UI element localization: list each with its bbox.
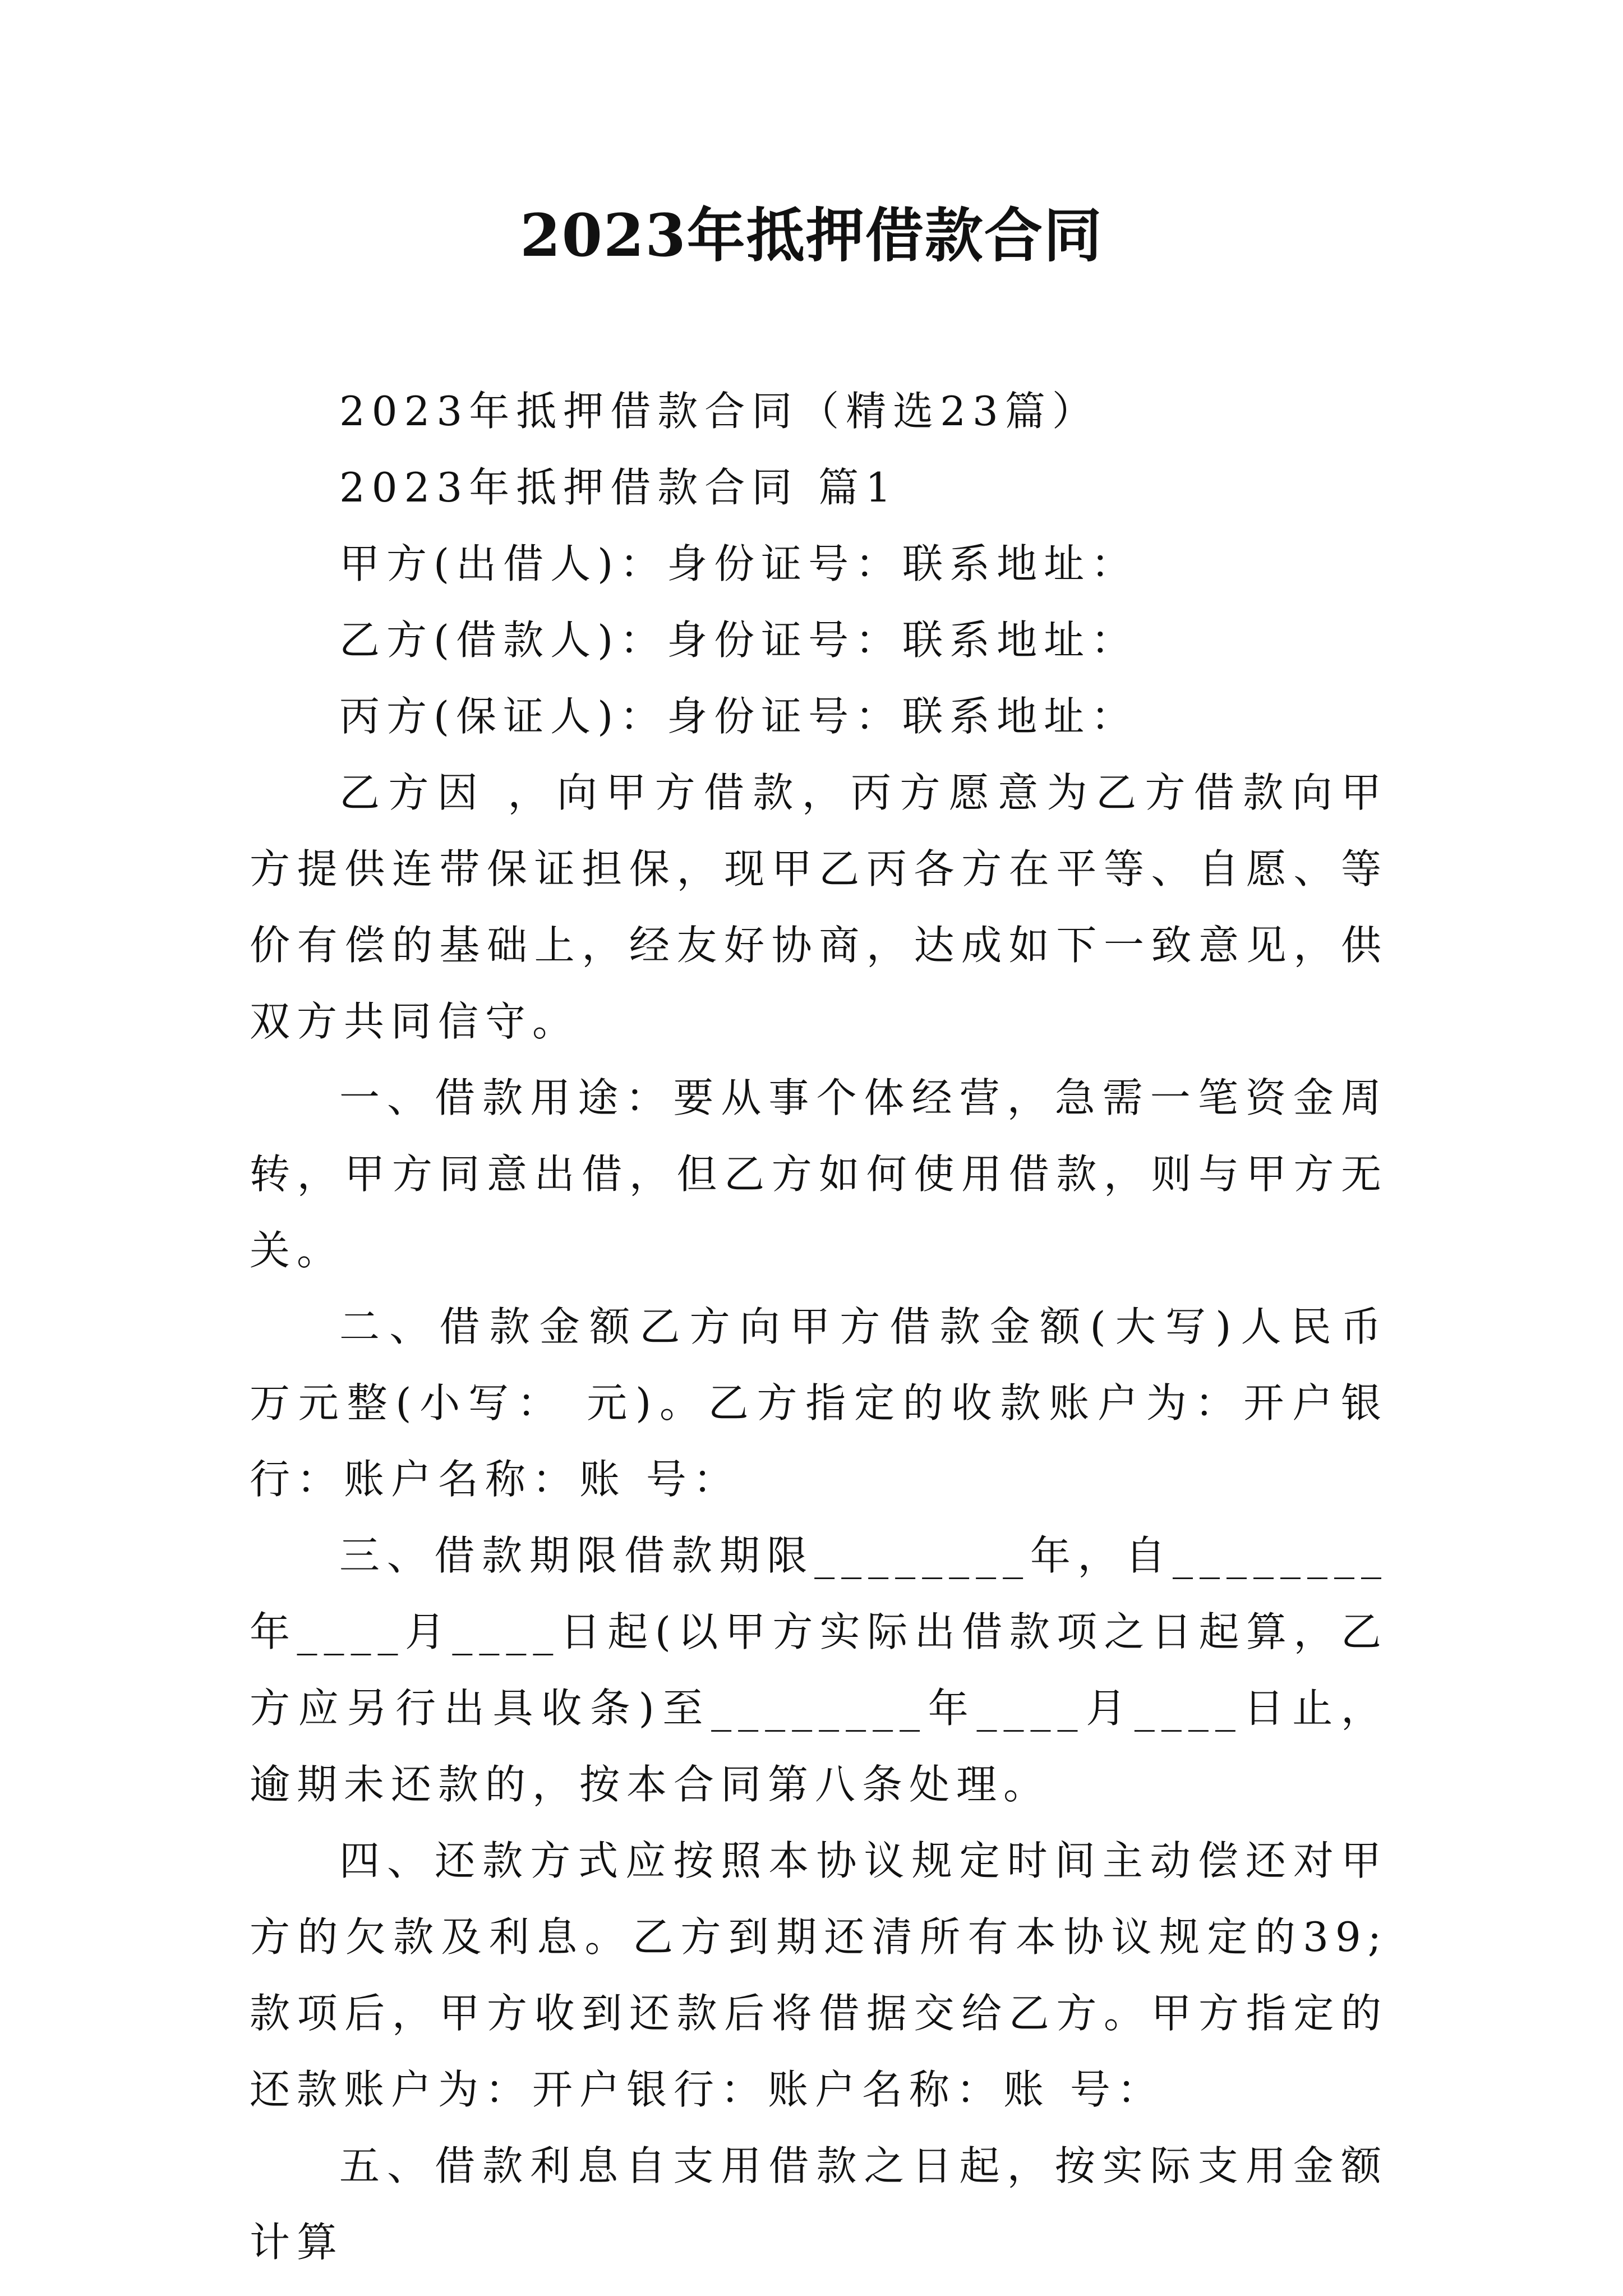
party-b-line: 乙方(借款人)：身份证号：联系地址： [339, 616, 1138, 664]
party-c-line: 丙方(保证人)：身份证号：联系地址： [339, 693, 1138, 740]
party-a-line: 甲方(出借人)：身份证号：联系地址： [339, 540, 1138, 587]
preamble-paragraph: 乙方因 ，向甲方借款，丙方愿意为乙方借款向甲方提供连带保证担保，现甲乙丙各方在平等、自愿、等价有偿的基础上，经友好协商，达成如下一致意见，供双方共同信守。 [250, 769, 1388, 1045]
clause-2-paragraph: 二、借款金额乙方向甲方借款金额(大写)人民币 万元整(小写： 元)。乙方指定的收款账户为：开户银行：账户名称：账 号： [250, 1303, 1408, 1503]
document-body [250, 373, 1408, 2280]
section-heading: 2023年抵押借款合同 篇1 [339, 464, 898, 511]
document-title: 2023年抵押借款合同 [520, 201, 1103, 270]
clause-1-paragraph: 一、借款用途：要从事个体经营，急需一笔资金周转，甲方同意出借，但乙方如何使用借款，则与甲方无关。 [250, 1074, 1388, 1274]
clause-3-paragraph: 三、借款期限借款期限________年，自________年____月____日起(以甲方实际出借款项之日起算，乙方应另行出具收条)至________年____月____日止，逾期未还款的，按本合同第八条处理。 [250, 1532, 1388, 1808]
clause-5-paragraph: 五、借款利息自支用借款之日起，按实际支用金额计算 [250, 2142, 1388, 2266]
clause-4-paragraph: 四、还款方式应按照本协议规定时间主动偿还对甲方的欠款及利息。乙方到期还清所有本协议规定的39;款项后，甲方收到还款后将借据交给乙方。甲方指定的还款账户为：开户银行：账户名称：账 号： [250, 1837, 1388, 2113]
document-subtitle: 2023年抵押借款合同（精选23篇） [339, 388, 1099, 435]
